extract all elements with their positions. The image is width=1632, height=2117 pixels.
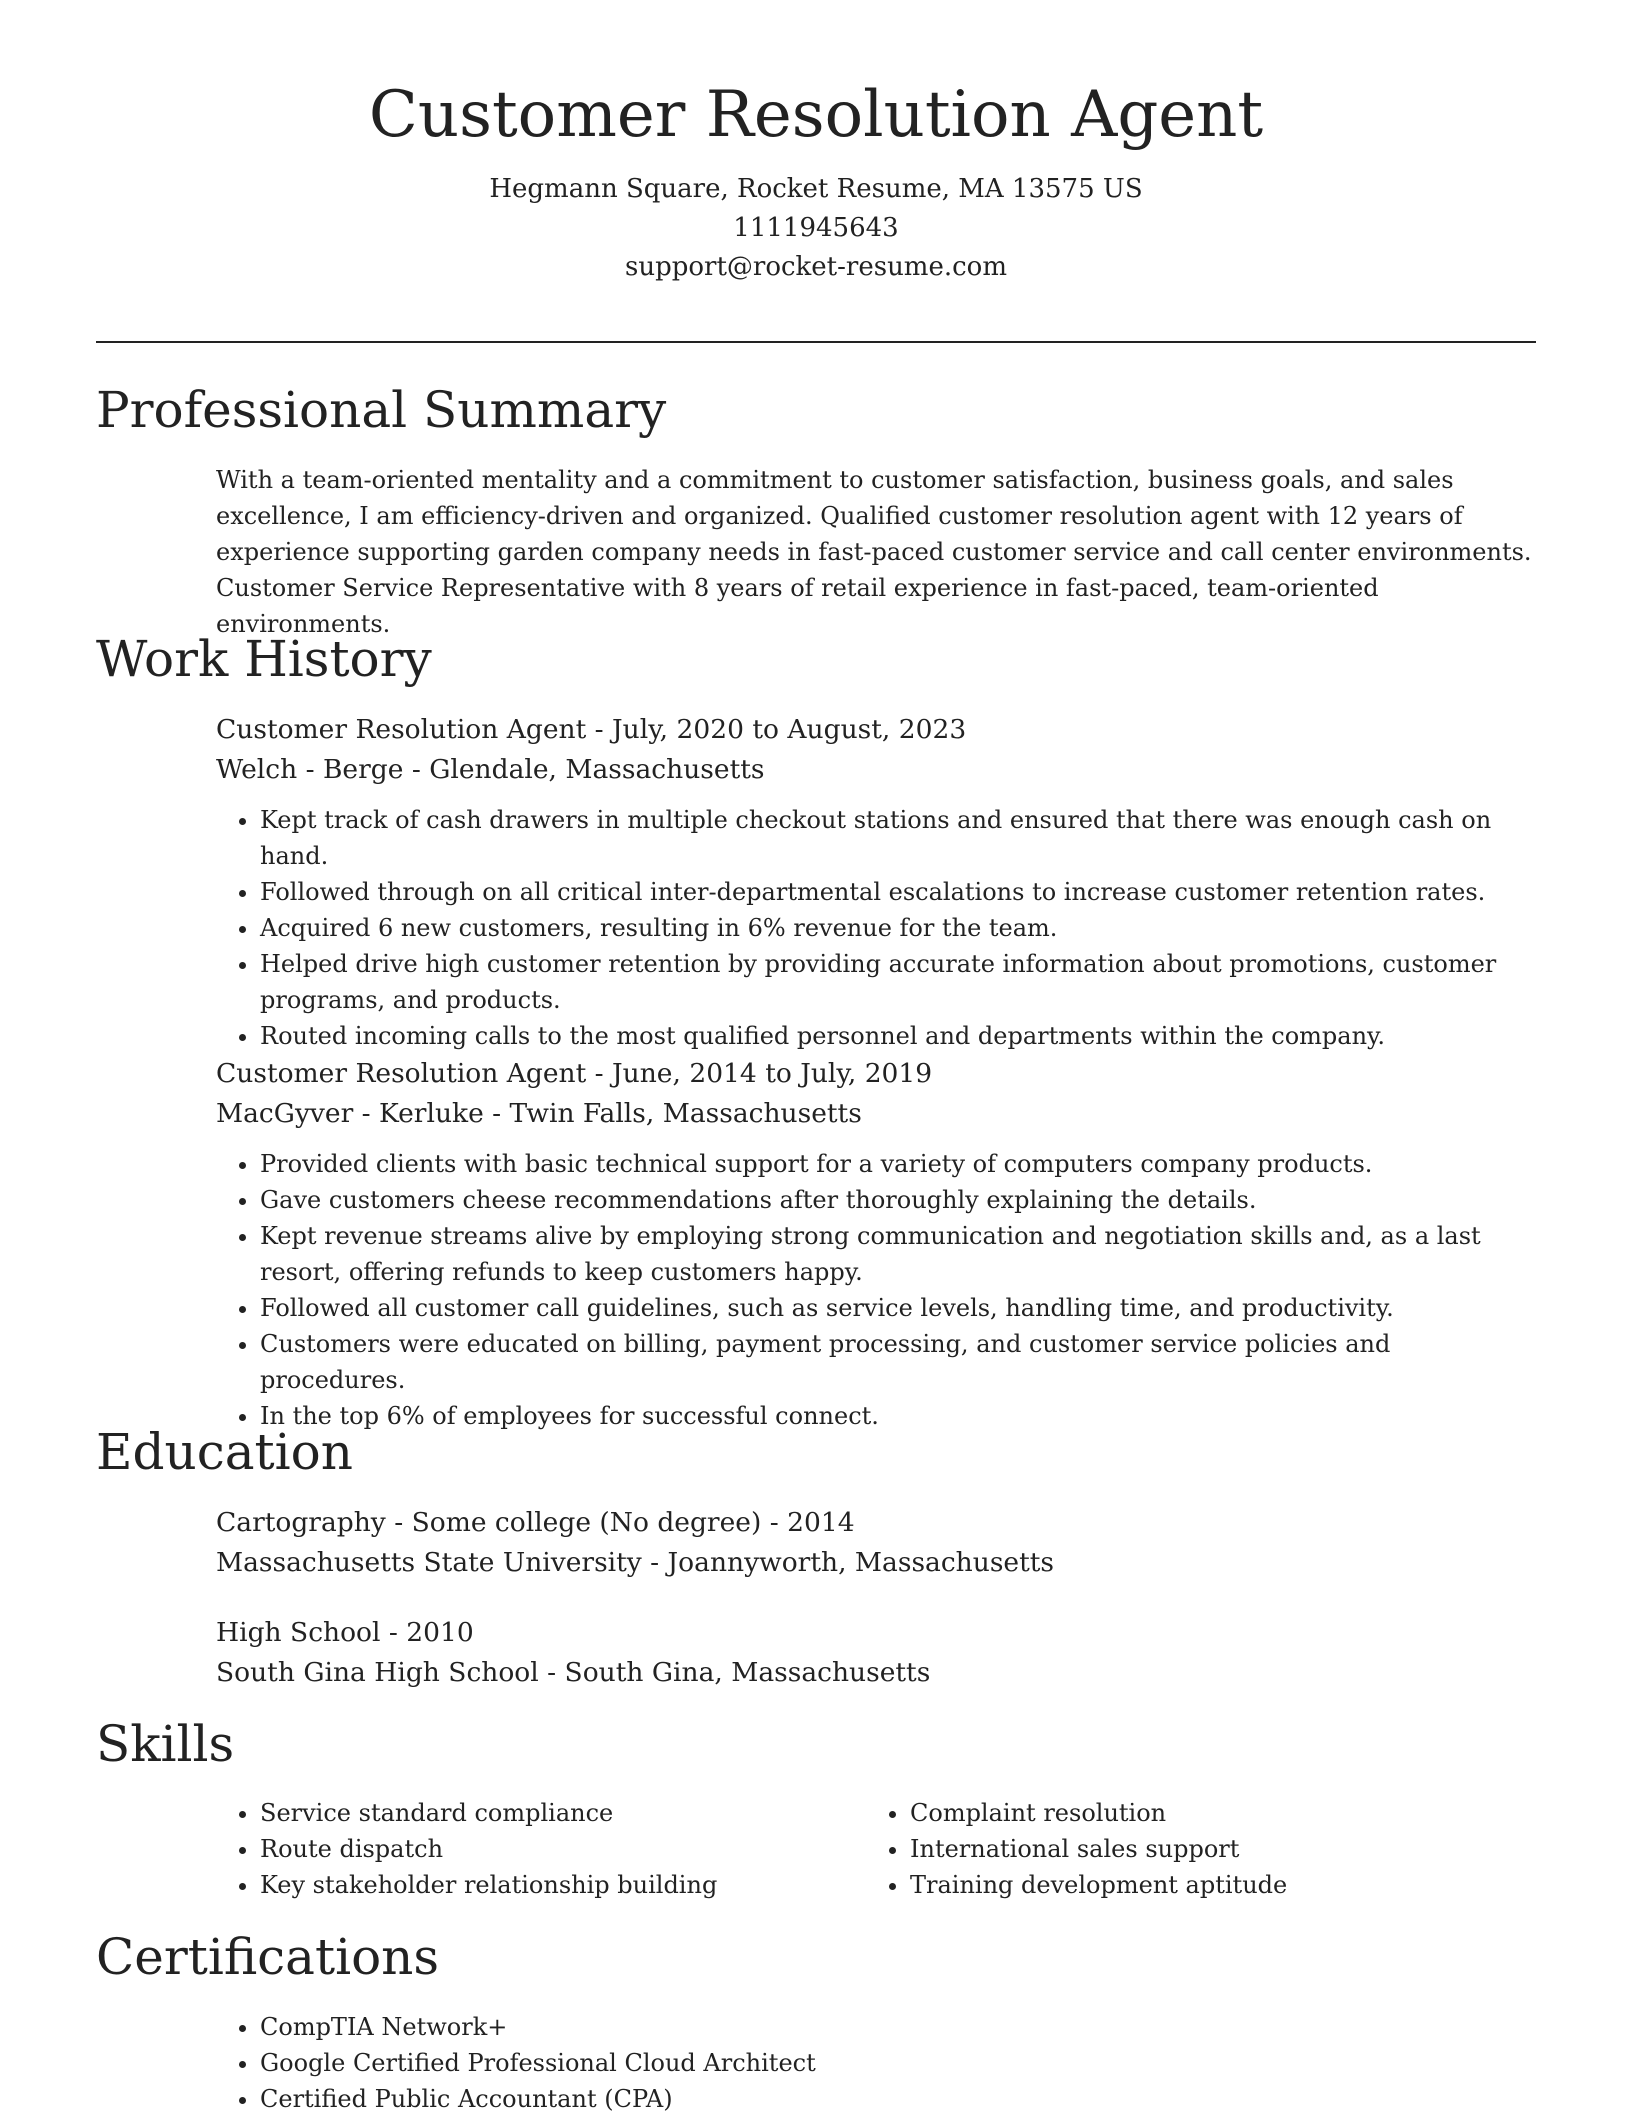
list-item: • Acquired 6 new customers, resulting in 6% revenue for the team.: [260, 910, 1536, 946]
list-item: • CompTIA Network+: [260, 2009, 1536, 2045]
section-title-certifications: Certifications: [96, 1928, 440, 1986]
list-item: • Helped drive high customer retention by providing accurate information about promotions, customer programs, and products.: [260, 946, 1536, 1018]
education-entry: [216, 1613, 1536, 1693]
job-entry: [216, 710, 1536, 1054]
skills-list: [866, 1795, 1516, 1903]
section-title-summary: Professional Summary: [96, 381, 667, 439]
list-item: • In the top 6% of employees for successful connect.: [260, 1398, 1536, 1434]
list-item: • Routed incoming calls to the most qualified personnel and departments within the company.: [260, 1018, 1536, 1054]
certifications-list: [216, 2009, 1536, 2117]
resume-header: [0, 80, 1632, 287]
list-item: • Followed through on all critical inter-departmental escalations to increase customer retention rates.: [260, 874, 1536, 910]
degree-line: High School - 2010: [216, 1617, 474, 1648]
certifications-block: [216, 2009, 1536, 2117]
address: Hegmann Square, Rocket Resume, MA 13575 US: [489, 174, 1143, 205]
phone: 1111945643: [733, 213, 899, 244]
list-item: • Complaint resolution: [910, 1795, 1516, 1831]
list-item: • Followed all customer call guidelines, such as service levels, handling time, and productivity.: [260, 1290, 1536, 1326]
school-line: South Gina High School - South Gina, Massachusetts: [216, 1657, 931, 1688]
list-item: • Gave customers cheese recommendations after thoroughly explaining the details.: [260, 1182, 1536, 1218]
job-bullets: [216, 802, 1536, 1054]
job-company-line: Welch - Berge - Glendale, Massachusetts: [216, 754, 765, 785]
summary-text: With a team-oriented mentality and a commitment to customer satisfaction, business goals, and sales excellence, I am efficiency-driven and organized. Qualified customer resolution agent with 12 years of experience supporting garden company needs in fast-paced customer service and call center environments. Customer Service Representative with 8 years of retail experience in fast-paced, team-oriented environments.: [216, 466, 1532, 638]
list-item: • Google Certified Professional Cloud Architect: [260, 2045, 1536, 2081]
section-title-work: Work History: [96, 630, 432, 688]
skills-column-right: [866, 1795, 1516, 1903]
job-bullets: [216, 1146, 1536, 1434]
list-item: • Training development aptitude: [910, 1867, 1516, 1903]
job-company-line: MacGyver - Kerluke - Twin Falls, Massachusetts: [216, 1098, 862, 1129]
school-line: Massachusetts State University - Joannyworth, Massachusetts: [216, 1547, 1054, 1578]
list-item: • Key stakeholder relationship building: [260, 1867, 866, 1903]
contact-info: [0, 170, 1632, 287]
email: support@rocket-resume.com: [624, 252, 1007, 283]
job-entry: [216, 1054, 1536, 1434]
section-title-skills: Skills: [96, 1715, 235, 1773]
skills-grid: [216, 1795, 1536, 1903]
summary-block: [216, 462, 1536, 642]
list-item: • International sales support: [910, 1831, 1516, 1867]
job-title-line: Customer Resolution Agent - July, 2020 to August, 2023: [216, 714, 967, 745]
list-item: • Route dispatch: [260, 1831, 866, 1867]
education-entry: [216, 1503, 1536, 1583]
list-item: • Kept track of cash drawers in multiple checkout stations and ensured that there was enough cash on hand.: [260, 802, 1536, 874]
job-title-line: Customer Resolution Agent - June, 2014 to July, 2019: [216, 1058, 933, 1089]
list-item: • Customers were educated on billing, payment processing, and customer service policies and procedures.: [260, 1326, 1536, 1398]
skills-column-left: [216, 1795, 866, 1903]
degree-line: Cartography - Some college (No degree) - 2014: [216, 1507, 855, 1538]
list-item: • Service standard compliance: [260, 1795, 866, 1831]
header-divider: [96, 341, 1536, 343]
list-item: • Provided clients with basic technical support for a variety of computers company products.: [260, 1146, 1536, 1182]
list-item: • Kept revenue streams alive by employing strong communication and negotiation skills and, as a last resort, offering refunds to keep customers happy.: [260, 1218, 1536, 1290]
section-title-education: Education: [96, 1423, 353, 1481]
candidate-name: Customer Resolution Agent: [368, 78, 1264, 152]
skills-list: [216, 1795, 866, 1903]
list-item: • Certified Public Accountant (CPA): [260, 2081, 1536, 2117]
